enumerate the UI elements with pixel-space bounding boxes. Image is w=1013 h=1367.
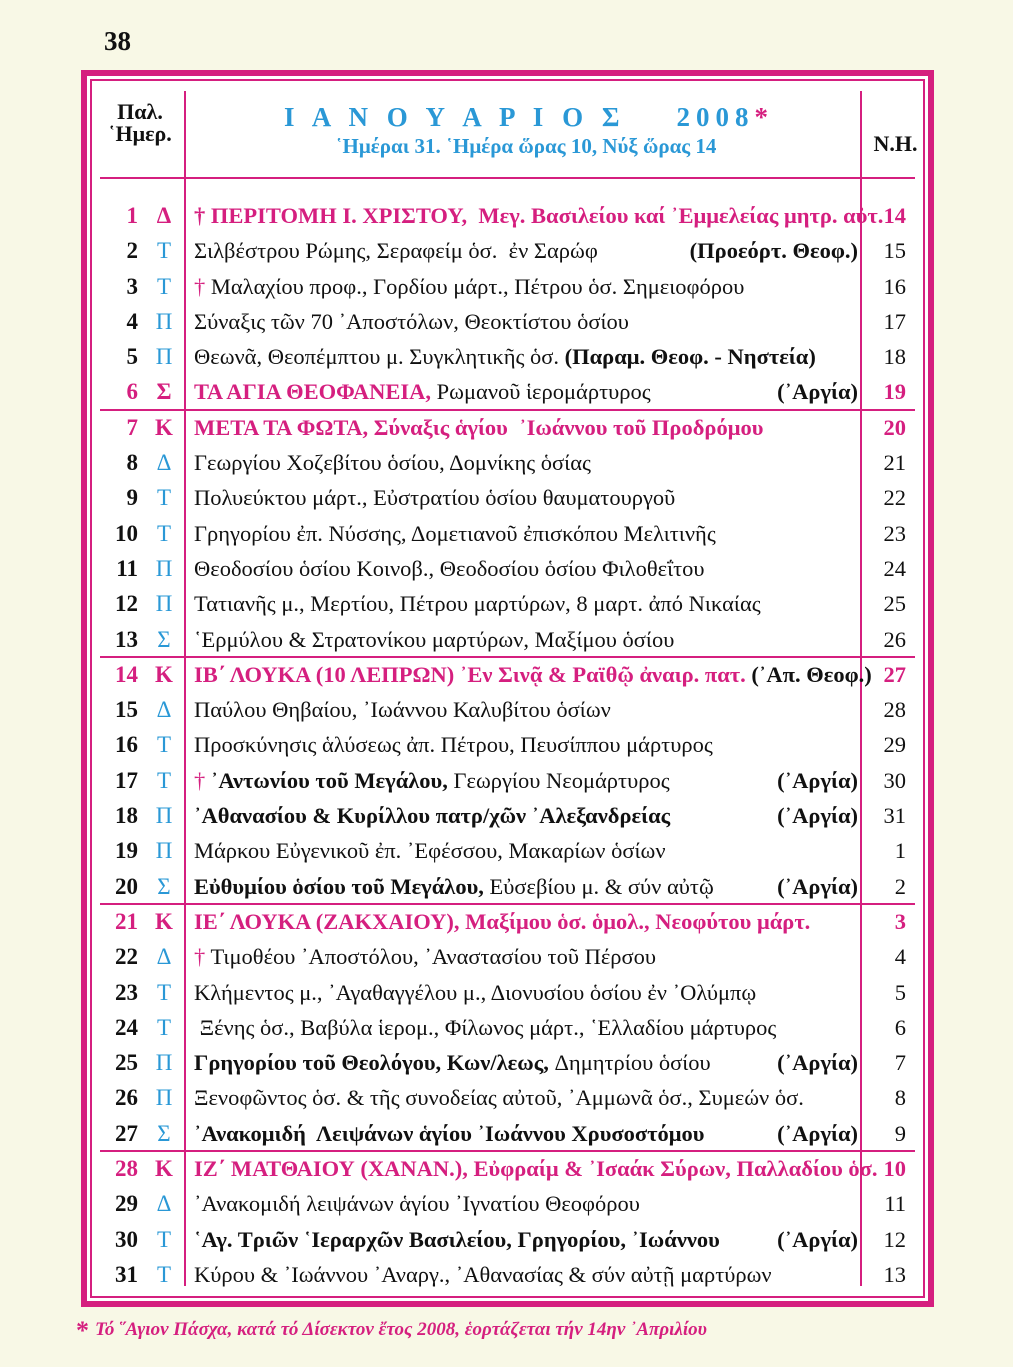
calendar-row (92, 1010, 923, 1045)
calendar-row (92, 763, 923, 798)
feast-description (194, 1045, 858, 1080)
feast-text-segment: ᾿Ανακομιδή λειψάνων ἁγίου ᾿Ιγνατίου Θεοφόρου (194, 1191, 640, 1217)
new-calendar-day: 3 (894, 908, 906, 934)
new-calendar-day: 23 (883, 520, 906, 546)
calendar-row (92, 1186, 923, 1221)
new-calendar-day: 31 (883, 803, 906, 829)
calendar-row (92, 727, 923, 762)
weekday-letter: Δ (156, 203, 172, 228)
new-calendar-day: 21 (883, 450, 906, 476)
weekday-letter: Π (155, 555, 173, 581)
feast-description (194, 304, 858, 339)
weekday-letter: Τ (156, 238, 172, 264)
feast-text-segment: Ξένης ὁσ., Βαβύλα ἱερομ., Φίλωνος μάρτ., ῾Ελλαδίου μάρτυρος (194, 1014, 777, 1040)
calendar-row (92, 410, 923, 445)
weekday-letter: Σ (157, 1120, 171, 1146)
weekday-letter: Τ (156, 767, 172, 793)
month-subtitle: ῾Ημέραι 31. ῾Ημέρα ὥρας 10, Νύξ ὥρας 14 (335, 134, 717, 158)
new-calendar-day: 12 (883, 1226, 906, 1252)
feast-text-segment: † (194, 767, 211, 793)
feast-text-segment: Σύναξις τῶν 70 ᾿Αποστόλων, Θεοκτίστου ὁσίου (194, 308, 629, 334)
weekday-letter: Τ (156, 979, 172, 1005)
feast-description (194, 1080, 858, 1115)
weekday-letter: Δ (156, 1191, 172, 1217)
feast-text-segment: Γρηγορίου ἐπ. Νύσσης, Δομετιανοῦ ἐπισκόπου Μελιτινῆς (194, 520, 716, 546)
old-calendar-day: 20 (115, 873, 138, 899)
old-calendar-day: 12 (115, 591, 138, 617)
footnote-asterisk: * (76, 1316, 89, 1345)
feast-text-segment: Θεοδοσίου ὁσίου Κοινοβ., Θεοδοσίου ὁσίου Φιλοθεΐτου (194, 555, 705, 581)
feast-description (194, 551, 858, 586)
weekday-letter: Π (155, 308, 173, 334)
feast-description (194, 798, 858, 833)
month-title (192, 101, 860, 133)
calendar-row (92, 551, 923, 586)
holiday-note: (᾿Αργία) (777, 803, 858, 829)
new-calendar-day: 2 (894, 873, 906, 899)
new-calendar-day: 19 (883, 379, 906, 405)
old-calendar-day: 5 (126, 344, 138, 370)
calendar-row (92, 516, 923, 551)
calendar-row (92, 1116, 923, 1151)
calendar-row (92, 269, 923, 304)
weekday-letter: Π (155, 1085, 173, 1111)
holiday-note: (᾿Αργία) (777, 379, 858, 405)
old-calendar-day: 6 (126, 379, 138, 405)
old-calendar-day: 19 (115, 838, 138, 864)
feast-text-segment: Γεωργίου Χοζεβίτου ὁσίου, Δομνίκης ὁσίας (194, 450, 591, 476)
feast-description (194, 1151, 878, 1186)
new-calendar-day: 8 (894, 1085, 906, 1111)
feast-description (194, 374, 858, 409)
feast-text-segment: ῾Ερμύλου & Στρατονίκου μαρτύρων, Μαξίμου ὁσίου (194, 626, 675, 652)
feast-description (194, 586, 858, 621)
header-title (192, 101, 860, 159)
weekday-letter: Κ (155, 908, 173, 934)
weekday-letter: Τ (156, 1261, 172, 1287)
calendar-row (92, 1257, 923, 1292)
calendar-row (92, 586, 923, 621)
new-calendar-day: 17 (883, 308, 906, 334)
weekday-letter: Τ (156, 485, 172, 511)
old-calendar-day: 13 (115, 626, 138, 652)
new-calendar-day: 29 (883, 732, 906, 758)
weekday-letter: Τ (156, 1014, 172, 1040)
feast-description (194, 622, 858, 657)
new-calendar-day: 1 (894, 838, 906, 864)
calendar-row (92, 622, 923, 657)
footnote-text: Τό ῞Αγιον Πάσχα, κατά τό Δίσεκτον ἔτος 2008, ἑορτάζεται τήν 14ην ᾿Απριλίου (95, 1319, 707, 1340)
feast-description (194, 763, 858, 798)
old-calendar-day: 4 (126, 308, 138, 334)
feast-description (194, 480, 858, 515)
weekday-letter: Π (155, 803, 173, 829)
holiday-note: (᾿Αργία) (777, 1050, 858, 1076)
new-calendar-day: 16 (883, 273, 906, 299)
feast-text-segment: Μάρκου Εὐγενικοῦ ἐπ. ᾿Εφέσσου, Μακαρίων ὁσίων (194, 838, 666, 864)
feast-text-segment: Εὐθυμίου ὁσίου τοῦ Μεγάλου, (194, 873, 490, 899)
weekday-letter: Τ (156, 273, 172, 299)
new-calendar-day: 30 (883, 767, 906, 793)
calendar-row (92, 339, 923, 374)
new-calendar-day: 20 (883, 414, 906, 440)
new-calendar-day: 6 (894, 1014, 906, 1040)
new-calendar-day: 25 (883, 591, 906, 617)
holiday-note: (᾿Αργία) (777, 1226, 858, 1252)
old-calendar-day: 8 (126, 450, 138, 476)
calendar-row (92, 904, 923, 939)
calendar-row (92, 1080, 923, 1115)
feast-description (194, 1186, 858, 1221)
calendar-frame (81, 70, 934, 1307)
calendar-row (92, 939, 923, 974)
calendar-row (92, 374, 923, 409)
weekday-letter: Π (155, 1050, 173, 1076)
old-calendar-day: 24 (115, 1014, 138, 1040)
weekday-letter: Δ (156, 944, 172, 970)
feast-description (194, 339, 858, 374)
feast-description (194, 445, 858, 480)
old-calendar-day: 7 (126, 414, 138, 440)
feast-text-segment: Πολυεύκτου μάρτ., Εὐστρατίου ὁσίου θαυματουργοῦ (194, 485, 676, 511)
feast-text-segment: ΤΑ ΑΓΙΑ ΘΕΟΦΑΝΕΙΑ, (194, 379, 437, 405)
feast-description (194, 516, 858, 551)
new-calendar-day: 10 (883, 1156, 906, 1182)
old-calendar-day: 18 (115, 803, 138, 829)
feast-description (194, 1222, 858, 1257)
feast-text-segment: ΙΖ΄ ΜΑΤΘΑΙΟΥ (ΧΑΝΑΝ.), Εὐφραίμ & ᾿Ισαάκ Σύρων, Παλλαδίου ὁσ. (194, 1156, 878, 1182)
calendar-row (92, 833, 923, 868)
feast-text-segment: Γεωργίου Νεομάρτυρος (453, 767, 670, 793)
feast-text-segment: ῾Αγ. Τριῶν ῾Ιεραρχῶν Βασιλείου, Γρηγορίου, ᾿Ιωάννου (194, 1226, 720, 1252)
calendar-row (92, 1045, 923, 1080)
weekday-letter: Κ (155, 1156, 173, 1182)
old-calendar-day: 27 (115, 1120, 138, 1146)
old-calendar-day: 28 (115, 1156, 138, 1182)
calendar-row (92, 480, 923, 515)
feast-text-segment: (᾿Απ. Θεοφ.) (751, 661, 872, 687)
feast-description (194, 904, 858, 939)
feast-description (194, 939, 858, 974)
new-calendar-day: 4 (894, 944, 906, 970)
calendar-row (92, 869, 923, 904)
weekday-letter: Δ (156, 697, 172, 723)
feast-text-segment: (Παραμ. Θεοφ. - Νηστεία) (564, 344, 816, 370)
new-calendar-day: 11 (884, 1191, 906, 1217)
new-calendar-day: 22 (883, 485, 906, 511)
feast-text-segment: ΜΕΤΑ ΤΑ ΦΩΤΑ, Σύναξις ἁγίου ᾿Ιωάννου τοῦ Προδρόμου (194, 414, 764, 440)
old-calendar-day: 23 (115, 979, 138, 1005)
old-calendar-day: 10 (115, 520, 138, 546)
feast-description (194, 869, 858, 904)
feast-text-segment: Τατιανῆς μ., Μερτίου, Πέτρου μαρτύρων, 8 μαρτ. ἀπό Νικαίας (194, 591, 761, 617)
feast-text-segment: Θεωνᾶ, Θεοπέμπτου μ. Συγκλητικῆς ὁσ. (194, 344, 565, 370)
weekday-letter: Τ (156, 1226, 172, 1252)
calendar-row (92, 657, 923, 692)
feast-description (194, 410, 858, 445)
header-new-calendar: Ν.Η. (873, 131, 918, 156)
calendar-table (92, 81, 923, 1296)
feast-text-segment: † ΠΕΡΙΤΟΜΗ Ι. ΧΡΙΣΤΟΥ, Μεγ. Βασιλείου καί ᾿Εμμελείας μητρ. αὐτ. (194, 203, 884, 228)
feast-text-segment: Κλήμεντος μ., ᾿Αγαθαγγέλου μ., Διονυσίου ὁσίου ἐν ᾿Ολύμπῳ (194, 979, 757, 1005)
weekday-letter: Π (155, 838, 173, 864)
feast-text-segment: Ρωμανοῦ ἱερομάρτυρος (436, 379, 651, 405)
new-calendar-day: 18 (883, 344, 906, 370)
old-calendar-day: 25 (115, 1050, 138, 1076)
feast-text-segment: Δημητρίου ὁσίου (554, 1050, 711, 1076)
feast-text-segment: Προσκύνησις ἁλύσεως ἀπ. Πέτρου, Πευσίππου μάρτυρος (194, 732, 713, 758)
header-old-line2: ῾Ημερ. (108, 121, 172, 146)
feast-text-segment: ΙΕ΄ ΛΟΥΚΑ (ΖΑΚΧΑΙΟΥ), Μαξίμου ὁσ. ὁμολ., Νεοφύτου μάρτ. (194, 908, 811, 934)
weekday-letter: Τ (156, 520, 172, 546)
calendar-row (92, 233, 923, 268)
month-name: Ι Α Ν Ο Υ Α Ρ Ι Ο Σ 2008 (284, 102, 755, 132)
page-number: 38 (104, 26, 131, 56)
feast-description (194, 1257, 858, 1292)
feast-text-segment: † (194, 273, 211, 299)
weekday-letter: Σ (157, 873, 171, 899)
old-calendar-day: 9 (126, 485, 138, 511)
feast-text-segment: ᾿Αθανασίου & Κυρίλλου πατρ/χῶν ᾿Αλεξανδρείας (194, 803, 671, 829)
weekday-letter: Κ (155, 414, 173, 440)
feast-text-segment: Μαλαχίου προφ., Γορδίου μάρτ., Πέτρου ὁσ. Σημειοφόρου (210, 273, 745, 299)
weekday-letter: Π (155, 591, 173, 617)
calendar-row (92, 1222, 923, 1257)
old-calendar-day: 15 (115, 697, 138, 723)
feast-text-segment: ΙΒ΄ ΛΟΥΚΑ (10 ΛΕΠΡΩΝ) ᾿Εν Σινᾷ & Ραϊθῷ ἀναιρ. πατ. (194, 661, 752, 687)
holiday-note: (᾿Αργία) (777, 1120, 858, 1146)
new-calendar-day: 15 (883, 238, 906, 264)
calendar-row (92, 798, 923, 833)
old-calendar-day: 11 (116, 555, 138, 581)
holiday-note: (Προεόρτ. Θεοφ.) (689, 238, 858, 264)
feast-description (194, 975, 858, 1010)
new-calendar-day: 27 (883, 661, 906, 687)
weekday-letter: Σ (156, 379, 172, 405)
feast-text-segment: Ξενοφῶντος ὁσ. & τῆς συνοδείας αὐτοῦ, ᾿Αμμωνᾶ ὁσ., Συμεών ὁσ. (194, 1085, 804, 1111)
new-calendar-day: 9 (894, 1120, 906, 1146)
holiday-note: (᾿Αργία) (777, 767, 858, 793)
header-old-calendar (100, 101, 180, 145)
old-calendar-day: 14 (115, 661, 138, 687)
calendar-row (92, 975, 923, 1010)
calendar-row (92, 692, 923, 727)
new-calendar-day: 14 (883, 203, 906, 228)
feast-description (194, 657, 872, 692)
weekday-letter: Σ (157, 626, 171, 652)
feast-text-segment: Κύρου & ᾿Ιωάννου ᾿Αναργ., ᾿Αθανασίας & σύν αὐτῇ μαρτύρων (194, 1261, 772, 1287)
old-calendar-day: 26 (115, 1085, 138, 1111)
asterisk-mark: * (754, 102, 768, 132)
feast-text-segment: ᾿Αντωνίου τοῦ Μεγάλου, (210, 767, 454, 793)
old-calendar-day: 30 (115, 1226, 138, 1252)
old-calendar-day: 21 (115, 908, 138, 934)
feast-description (194, 233, 858, 268)
new-calendar-day: 28 (883, 697, 906, 723)
feast-text-segment: † (194, 944, 211, 970)
new-calendar-day: 7 (894, 1050, 906, 1076)
header-divider (100, 177, 915, 179)
new-calendar-day: 24 (883, 555, 906, 581)
feast-text-segment: Εὐσεβίου μ. & σύν αὐτῷ (489, 873, 714, 899)
feast-description (194, 727, 858, 762)
new-calendar-day: 5 (894, 979, 906, 1005)
footnote (76, 1316, 936, 1346)
new-calendar-day: 13 (883, 1261, 906, 1287)
calendar-row (92, 198, 923, 233)
feast-text-segment: Τιμοθέου ᾿Αποστόλου, ᾿Αναστασίου τοῦ Πέρσου (210, 944, 657, 970)
feast-text-segment: ᾿Ανακομιδή Λειψάνων ἁγίου ᾿Ιωάννου Χρυσοστόμου (194, 1120, 705, 1146)
old-calendar-day: 16 (115, 732, 138, 758)
old-calendar-day: 31 (115, 1261, 138, 1287)
old-calendar-day: 1 (126, 203, 138, 228)
feast-description (194, 692, 858, 727)
calendar-rows (92, 198, 923, 1292)
weekday-letter: Τ (156, 732, 172, 758)
old-calendar-day: 29 (115, 1191, 138, 1217)
old-calendar-day: 2 (126, 238, 138, 264)
feast-text-segment: Παύλου Θηβαίου, ᾿Ιωάννου Καλυβίτου ὁσίων (194, 697, 611, 723)
old-calendar-day: 3 (126, 273, 138, 299)
weekday-letter: Δ (156, 450, 172, 476)
new-calendar-day: 26 (883, 626, 906, 652)
holiday-note: (᾿Αργία) (777, 873, 858, 899)
old-calendar-day: 22 (115, 944, 138, 970)
calendar-row (92, 1151, 923, 1186)
feast-description (194, 198, 884, 233)
calendar-row (92, 445, 923, 480)
feast-description (194, 1116, 858, 1151)
feast-description (194, 1010, 858, 1045)
feast-description (194, 269, 858, 304)
weekday-letter: Κ (155, 661, 173, 687)
feast-description (194, 833, 858, 868)
feast-text-segment: Σιλβέστρου Ρώμης, Σεραφείμ ὁσ. ἐν Σαρώφ (194, 238, 598, 264)
feast-text-segment: Γρηγορίου τοῦ Θεολόγου, Κων/λεως, (194, 1050, 555, 1076)
old-calendar-day: 17 (115, 767, 138, 793)
weekday-letter: Π (155, 344, 173, 370)
header-old-line1: Παλ. (117, 99, 163, 124)
calendar-row (92, 304, 923, 339)
